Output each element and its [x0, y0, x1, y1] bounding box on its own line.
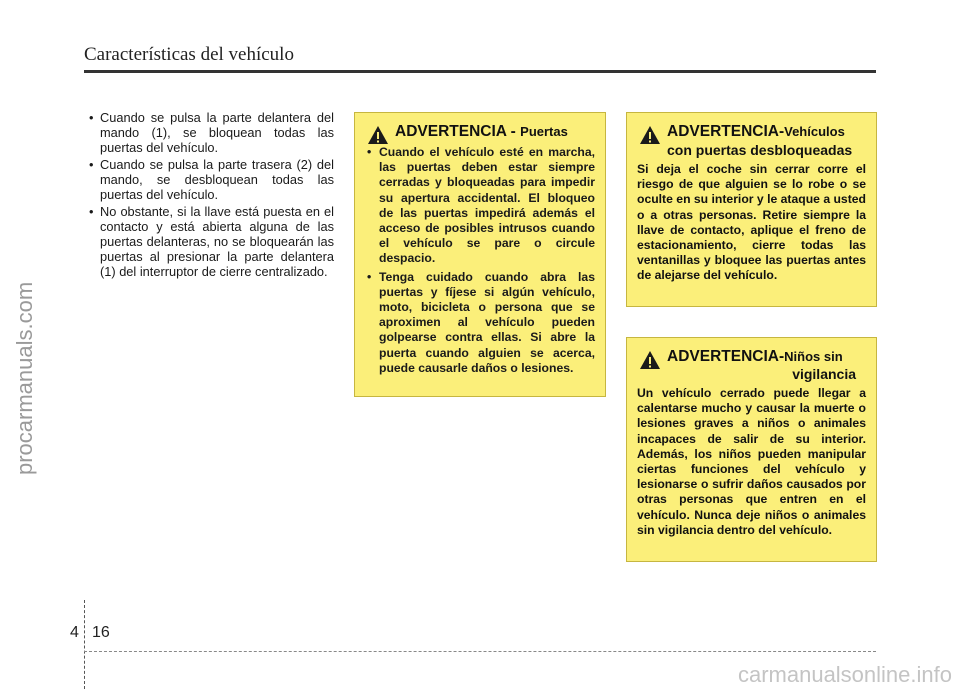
bottom-watermark: carmanualsonline.info — [737, 662, 952, 687]
header-rule — [84, 70, 876, 73]
side-watermark: procarmanuals.com — [12, 281, 37, 475]
bullet-icon: • — [89, 157, 94, 172]
bullet-icon: • — [89, 204, 94, 219]
page-header-title: Características del vehículo — [84, 44, 294, 65]
left-column-text — [86, 110, 334, 281]
warning-subtitle-line2: con puertas desbloqueadas — [667, 142, 853, 158]
bullet-icon: • — [367, 145, 372, 159]
page-number: 16 — [92, 624, 110, 641]
warning-body: Un vehículo cerrado puede llegar a calentarse mucho y causar la muerte o lesiones graves a niños o animales incapaces de salir de su interior. Además, los niños pueden manipular ciertas funciones del vehículo y lesionarse o sufrir daños causados por otras personas que entren en el vehículo. Nunca deje niños o animales sin vigilancia dentro del vehículo. — [637, 386, 866, 537]
list-item — [365, 145, 595, 267]
bullet-text: No obstante, si la llave está puesta en el contacto y está abierta alguna de las puertas delanteras, no se bloquearán las puertas al presionar la parte delantera (1) del interruptor de cierre centralizado. — [100, 204, 334, 279]
list-item — [86, 204, 334, 279]
list-item — [365, 270, 595, 376]
warning-body: Si deja el coche sin cerrar corre el riesgo de que alguien se lo robe o se oculte en su interior y le ataque a usted o a otras personas. Retire siempre la llave de contacto, aplique el freno de estacionamiento, cierre todas las ventanillas y bloquee las puertas antes de alejarse del vehículo. — [637, 162, 866, 283]
warning-subtitle: Vehículos — [784, 124, 845, 139]
warning-subtitle: Puertas — [520, 124, 568, 139]
bullet-text: Cuando se pulsa la parte trasera (2) del mando, se desbloquean todas las puertas del vehículo. — [100, 157, 334, 202]
bullet-icon: • — [89, 110, 94, 125]
section-number: 4 — [70, 624, 79, 641]
footer-dashed-vertical — [84, 600, 85, 689]
warning-title: ADVERTENCIA- — [667, 348, 785, 365]
bullet-icon: • — [367, 269, 372, 284]
warning-box-children — [626, 337, 877, 562]
warning-subtitle-line2: vigilancia — [792, 366, 856, 382]
warning-title: ADVERTENCIA - — [395, 123, 521, 140]
list-item — [86, 110, 334, 155]
list-item — [86, 157, 334, 202]
warning-heading — [365, 123, 595, 141]
warning-box-unlocked-vehicles — [626, 112, 877, 307]
warning-bullet-list — [365, 145, 595, 376]
footer-dashed-horizontal — [84, 651, 876, 652]
warning-triangle-icon — [639, 125, 661, 145]
warning-subtitle: Niños sin — [784, 349, 843, 364]
warning-heading — [637, 348, 866, 382]
warning-triangle-icon — [639, 350, 661, 370]
warning-triangle-icon — [367, 125, 389, 145]
warning-bullet-text: Tenga cuidado cuando abra las puertas y fíjese si algún vehículo, moto, bicicleta o persona que se aproximen al vehículo pueden golpearse contra ellas. Si abre la puerta cuando alguien se acerca, puede causarle daños o lesiones. — [379, 269, 595, 375]
warning-title: ADVERTENCIA- — [667, 123, 785, 140]
warning-box-doors — [354, 112, 606, 397]
warning-bullet-text: Cuando el vehículo esté en marcha, las puertas deben estar siempre cerradas y bloqueadas para impedir su apertura accidental. El bloqueo de las puertas impedirá además el acceso de posibles intrusos cuando el vehículo se pare o circule despacio. — [379, 145, 595, 266]
warning-heading — [637, 123, 866, 158]
bullet-text: Cuando se pulsa la parte delantera del mando (1), se bloquean todas las puertas del vehículo. — [100, 110, 334, 155]
